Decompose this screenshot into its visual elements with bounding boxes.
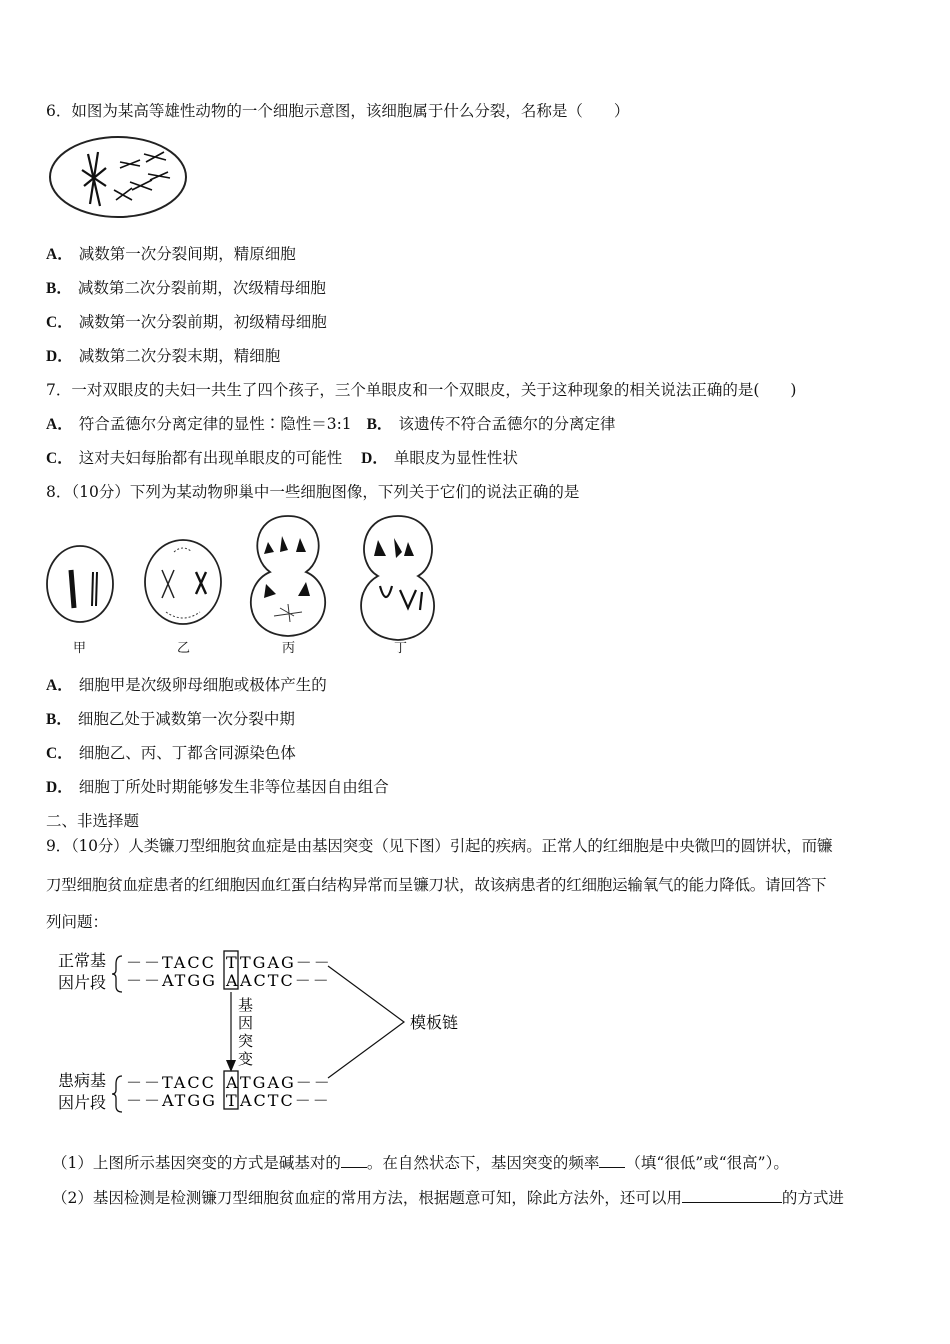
section-heading: 二、非选择题 [46, 812, 140, 830]
cell-bing [251, 516, 325, 636]
q7-stem: 7．一对双眼皮的夫妇一共生了四个孩子，三个单眼皮和一个双眼皮，关于这种现象的相关说法正确的是( ) [46, 381, 797, 399]
q8-option-b: B． 细胞乙处于减数第一次分裂中期 [46, 710, 295, 728]
q9-line2: 刀型细胞贫血症患者的红细胞因血红蛋白结构异常而呈镰刀状，故该病患者的红细胞运输氧气的能力降低。请回答下 [46, 876, 827, 894]
disease-top-box-base: A [226, 1073, 238, 1092]
q6-option-a: A． 减数第一次分裂间期，精原细胞 [46, 245, 296, 263]
disease-label-1: 患病基 [58, 1071, 107, 1090]
normal-bottom-box-base: A [226, 971, 238, 990]
answer-blank-1[interactable] [341, 1153, 367, 1168]
disease-label-2: 因片段 [58, 1093, 107, 1112]
q6-stem: 6．如图为某高等雄性动物的一个细胞示意图，该细胞属于什么分裂，名称是（ ） [46, 102, 630, 120]
normal-bottom-strand-end: ACTC－－ [240, 971, 331, 990]
mutation-char-4: 变 [238, 1050, 254, 1068]
cell-jia [47, 546, 113, 622]
q9-line1: 9．（10分）人类镰刀型细胞贫血症是由基因突变（见下图）引起的疾病。正常人的红细胞是中央微凹的圆饼状，而镰 [46, 837, 833, 855]
q9-sub1: （1）上图所示基因突变的方式是碱基对的 。在自然状态下，基因突变的频率 （填“很低”或“很高”）。 [52, 1154, 789, 1172]
q7-options-row2: C． 这对夫妇每胎都有出现单眼皮的可能性 D． 单眼皮为显性性状 [46, 449, 518, 467]
answer-blank-2[interactable] [599, 1153, 625, 1168]
q6-option-c: C． 减数第一次分裂前期，初级精母细胞 [46, 313, 327, 331]
normal-label-2: 因片段 [58, 973, 107, 992]
q8-option-a: A． 细胞甲是次级卵母细胞或极体产生的 [46, 676, 327, 694]
q6-cell-figure [48, 134, 190, 220]
mutation-char-2: 因 [238, 1014, 254, 1032]
disease-top-strand-end: TGAG－－ [240, 1073, 332, 1092]
mutation-char-3: 突 [238, 1032, 254, 1050]
normal-top-strand: －－TACC [126, 953, 216, 972]
cell-yi [145, 540, 221, 624]
q8-cells-figure [44, 512, 444, 662]
q8-stem: 8．（10分）下列为某动物卵巢中一些细胞图像，下列关于它们的说法正确的是 [46, 483, 580, 501]
disease-bottom-box-base: T [226, 1091, 237, 1110]
normal-bottom-strand: －－ATGG [126, 971, 217, 990]
q8-option-c: C． 细胞乙、丙、丁都含同源染色体 [46, 744, 296, 762]
normal-label-1: 正常基 [58, 951, 107, 970]
q6-option-b: B． 减数第二次分裂前期，次级精母细胞 [46, 279, 326, 297]
q7-options-row1: A． 符合孟德尔分离定律的显性∶隐性＝3:1 B． 该遗传不符合孟德尔的分离定律 [46, 415, 616, 433]
label-bing: 丙 [282, 641, 296, 656]
disease-bottom-strand-end: ACTC－－ [240, 1091, 331, 1110]
q6-option-d: D． 减数第二次分裂末期，精细胞 [46, 347, 281, 365]
template-strand-label: 模板链 [410, 1013, 459, 1032]
q9-sub2: （2）基因检测是检测镰刀型细胞贫血症的常用方法，根据题意可知，除此方法外，还可以用 的方式进 [52, 1189, 844, 1207]
answer-blank-3[interactable] [682, 1188, 782, 1203]
label-yi: 乙 [177, 641, 191, 656]
disease-bottom-strand: －－ATGG [126, 1091, 217, 1110]
q8-option-d: D． 细胞丁所处时期能够发生非等位基因自由组合 [46, 778, 389, 796]
disease-top-strand: －－TACC [126, 1073, 216, 1092]
label-jia: 甲 [73, 641, 87, 656]
label-ding: 丁 [394, 641, 408, 656]
mutation-char-1: 基 [238, 996, 254, 1014]
cell-ding [361, 516, 434, 640]
normal-top-strand-end: TGAG－－ [240, 953, 332, 972]
q9-line3: 列问题： [46, 913, 109, 931]
normal-top-box-base: T [226, 953, 237, 972]
q9-mutation-diagram [58, 948, 488, 1124]
